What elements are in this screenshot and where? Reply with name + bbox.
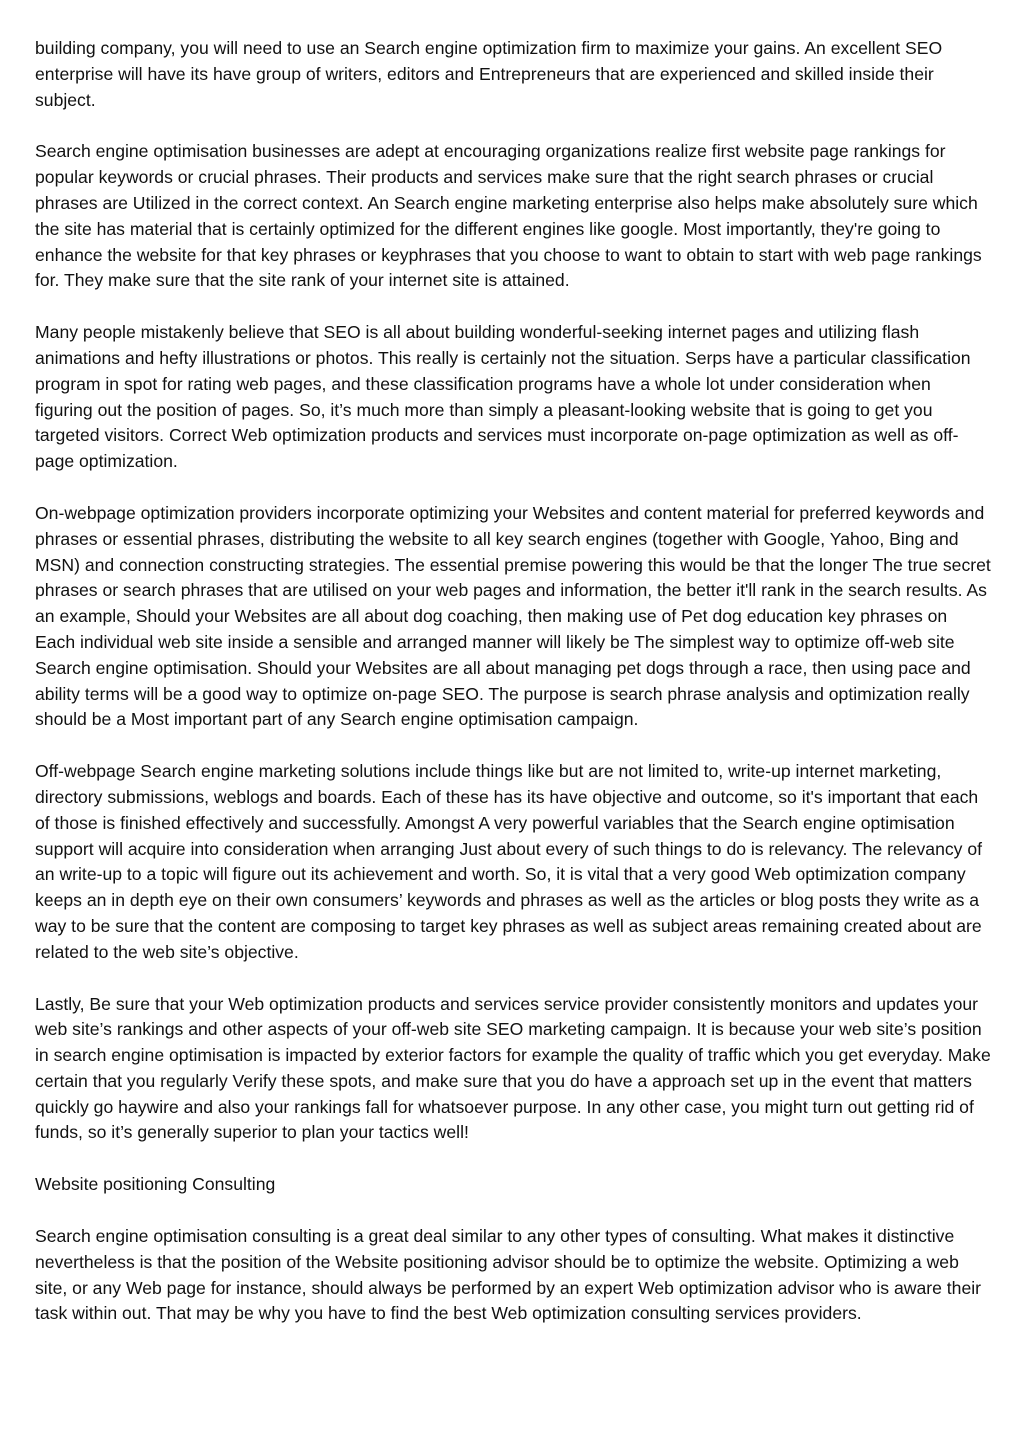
- section-heading: Website positioning Consulting: [35, 1174, 276, 1195]
- paragraph-seo-consulting: Search engine optimisation consulting is a great deal similar to any other types of consulting. What makes it distinctive nevertheless is that the position of the Website positioning advisor should be to optimize the website. Optimizing a web site, or any Web page for instance, should always be performed by an expert Web optimization advisor who is aware their task within out. That may be why you have to find the best Web optimization consulting services providers.: [35, 1226, 981, 1324]
- paragraph-monitoring-rankings: Lastly, Be sure that your Web optimization products and services service provider consistently monitors and updates your web site’s rankings and other aspects of your off-web site SEO marketing campaign. It is because your web site’s position in search engine optimisation is impacted by exterior factors for example the quality of traffic which you get everyday. Make certain that you regularly Verify these spots, and make sure that you do have a approach set up in the event that matters quickly go haywire and also your rankings fall for whatsoever purpose. In any other case, you might turn out getting rid of funds, so it’s generally superior to plan your tactics well!: [35, 993, 991, 1143]
- paragraph-off-page-optimization: Off-webpage Search engine marketing solutions include things like but are not limited to, write-up internet marketing, directory submissions, weblogs and boards. Each of these has its have objective and outcome, so it's important that each of those is finished effectively and successfully. Amongst A very powerful variables that the Search engine optimisation support will acquire into consideration when arranging Just about every of such things to do is relevancy. The relevancy of an write-up to a topic will figure out its achievement and worth. So, it is vital that a very good Web optimization company keeps an in depth eye on their own consumers’ keywords and phrases as well as the articles or blog posts they write as a way to be sure that the content are composing to target key phrases as well as subject areas remaining created about are related to the web site’s objective.: [35, 761, 983, 962]
- paragraph-on-page-optimization: On-webpage optimization providers incorporate optimizing your Websites and content material for preferred keywords and phrases or essential phrases, distributing the website to all key search engines (together with Google, Yahoo, Bing and MSN) and connection constructing strategies. The essential premise powering this would be that the longer The true secret phrases or search phrases that are utilised on your web pages and information, the better it'll rank in the search results. As an example, Should your Websites are all about dog coaching, then making use of Pet dog education key phrases on Each individual web site inside a sensible and arranged manner will likely be The simplest way to optimize off-web site Search engine optimisation. Should your Websites are all about managing pet dogs through a race, then using pace and ability terms will be a good way to optimize on-page SEO. The purpose is search phrase analysis and optimization really should be a Most important part of any Search engine optimisation campaign.: [35, 502, 991, 730]
- document-page: [35, 36, 991, 1353]
- paragraph-seo-firm-gains: building company, you will need to use an Search engine optimization firm to maximize your gains. An excellent SEO enterprise will have its have group of writers, editors and Entrepreneurs that are experienced and skilled inside their subject.: [35, 38, 943, 110]
- paragraph-seo-misconceptions: Many people mistakenly believe that SEO is all about building wonderful-seeking internet pages and utilizing flash animations and hefty illustrations or photos. This really is certainly not the situation. Serps have a particular classification program in spot for rating web pages, and these classification programs have a whole lot under consideration when figuring out the position of pages. So, it’s much more than simply a pleasant-looking website that is going to get you targeted visitors. Correct Web optimization products and services must incorporate on-page optimization as well as off-page optimization.: [35, 322, 971, 472]
- paragraph-seo-businesses-rankings: Search engine optimisation businesses are adept at encouraging organizations realize first website page rankings for popular keywords or crucial phrases. Their products and services make sure that the right search phrases or crucial phrases are Utilized in the correct context. An Search engine marketing enterprise also helps make absolutely sure which the site has material that is certainly optimized for the different engines like google. Most importantly, they're going to enhance the website for that key phrases or keyphrases that you choose to want to obtain to start with web page rankings for. They make sure that the site rank of your internet site is attained.: [35, 141, 982, 291]
